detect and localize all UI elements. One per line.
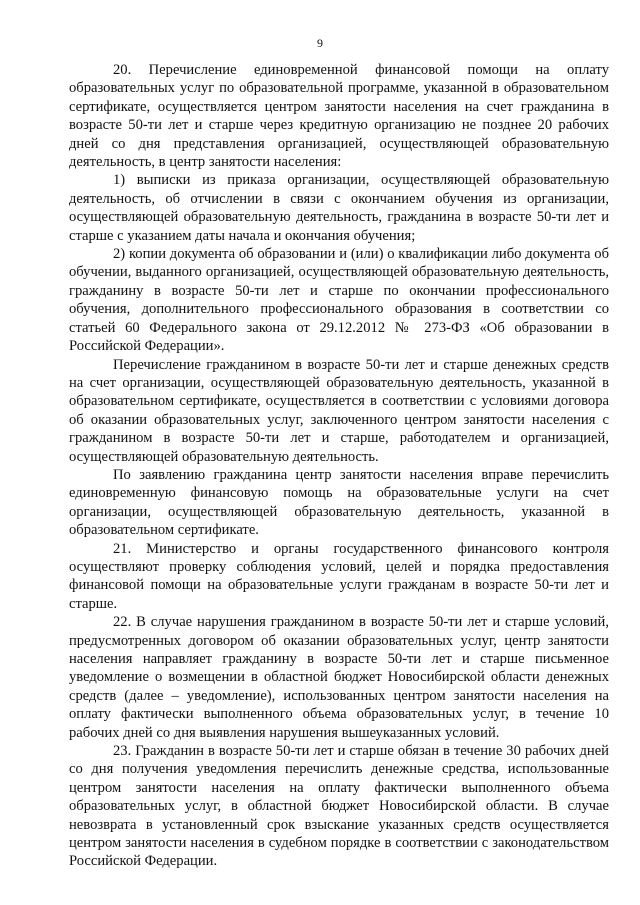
paragraph-20-item-2: 2) копии документа об образовании и (или) о квалификации либо документа об обучении, выданного организацией, осуществляющей образовательную деятельность, гражданину в возрасте 50-ти лет и старше по окончании профессионального обучения, дополнительного профессионального образования в соответствии со статьей 60 Федерального закона от 29.12.2012 № 273-ФЗ «Об образовании в Российской Федерации». [69,246,609,355]
document-body [69,61,609,871]
page-number: 9 [317,36,323,50]
paragraph-23: 23. Гражданин в возрасте 50-ти лет и старше обязан в течение 30 рабочих дней со дня получения уведомления перечислить денежные средства, использованные центром занятости населения на оплату фактически выполненного объема образовательных услуг, в областной бюджет Новосибирской области. В случае невозврата в установленный срок взыскание указанных средств осуществляется центром занятости населения в судебном порядке в соответствии с законодательством Российской Федерации. [69,743,609,870]
paragraph-22: 22. В случае нарушения гражданином в возрасте 50-ти лет и старше условий, предусмотренных договором об оказании образовательных услуг, центр занятости населения направляет гражданину в возрасте 50-ти лет и старше письменное уведомление о возмещении в областной бюджет Новосибирской области денежных средств (далее – уведомление), использованных центром занятости населения на оплату фактически выполненного объема образовательных услуг, в течение 10 рабочих дней со дня выявления нарушения вышеуказанных условий. [69,614,609,741]
paragraph-20: 20. Перечисление единовременной финансовой помощи на оплату образовательных услуг по образовательной программе, указанной в образовательном сертификате, осуществляется центром занятости населения на счет гражданина в возрасте 50-ти лет и старше через кредитную организацию не позднее 20 рабочих дней со дня представления организацией, осуществляющей образовательную деятельность, в центр занятости населения: [69,62,609,171]
paragraph-21: 21. Министерство и органы государственного финансового контроля осуществляют проверку соблюдения условий, целей и порядка предоставления финансовой помощи на образовательные услуги гражданам в возрасте 50-ти лет и старше. [69,540,609,612]
paragraph-transfer-on-application: По заявлению гражданина центр занятости населения вправе перечислить единовременную финансовую помощь на образовательные услуги на счет организации, осуществляющей образовательную деятельность, указанной в образовательном сертификате. [69,466,609,539]
paragraph-20-item-1: 1) выписки из приказа организации, осуществляющей образовательную деятельность, об отчислении в связи с окончанием обучения из организации, осуществляющей образовательную деятельность, гражданина в возрасте 50-ти лет и старше с указанием даты начала и окончания обучения; [69,172,609,244]
paragraph-transfer-by-citizen: Перечисление гражданином в возрасте 50-ти лет и старше денежных средств на счет организации, осуществляющей образовательную деятельность, указанной в образовательном сертификате, осуществляется в соответствии с условиями договора об оказании образовательных услуг, заключенного центром занятости населения с гражданином в возрасте 50-ти лет и старше, работодателем и организацией, осуществляющей образовательную деятельность. [69,356,609,465]
